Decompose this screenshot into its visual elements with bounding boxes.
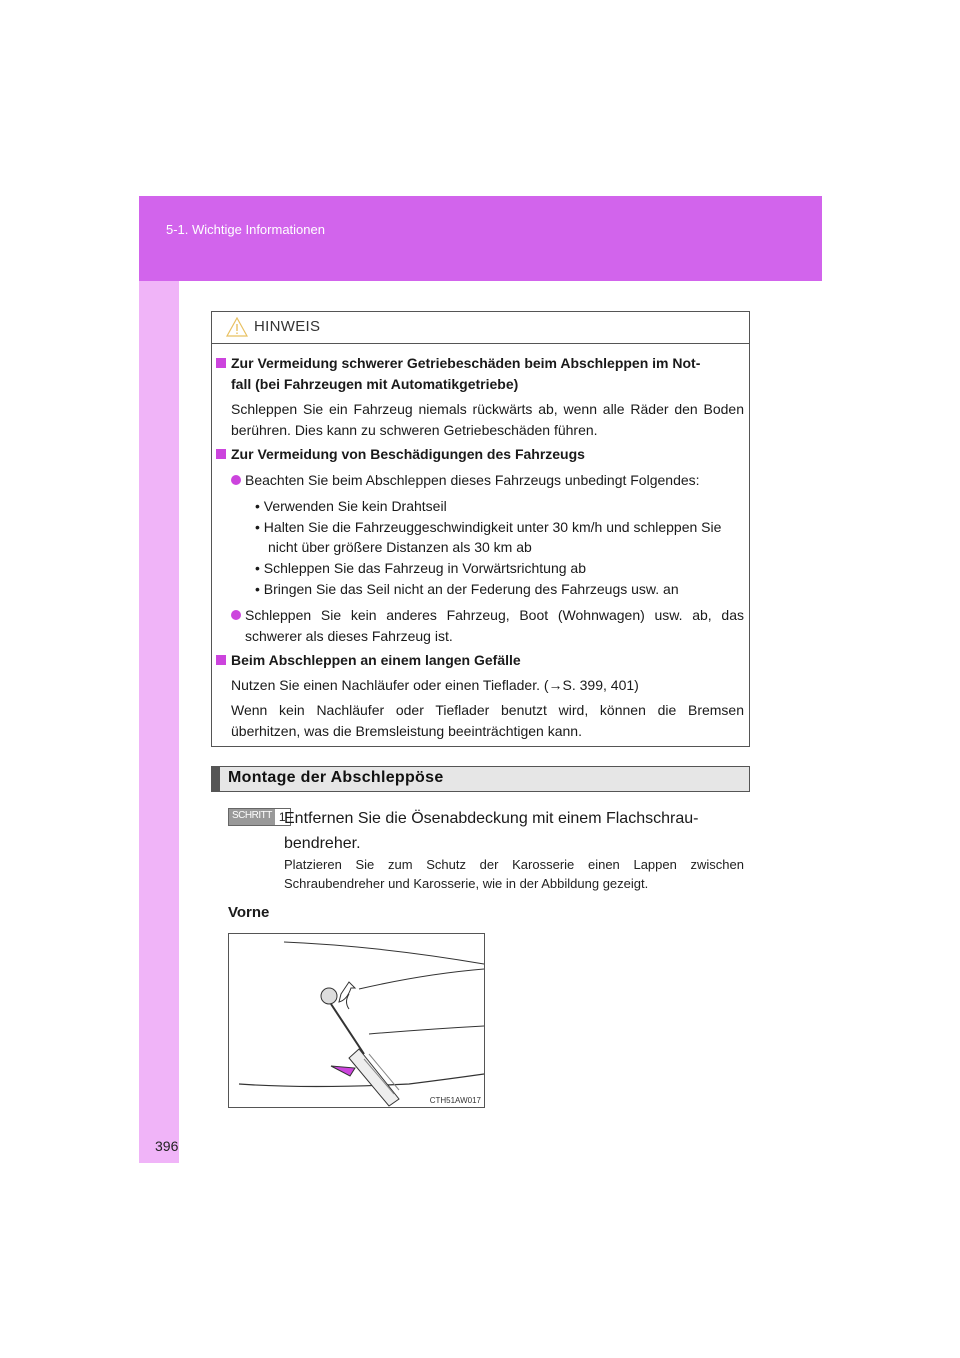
step-badge xyxy=(228,808,291,826)
square-bullet-icon xyxy=(216,655,226,665)
step-label: SCHRITT xyxy=(229,809,275,825)
notice-subitem: • Halten Sie die Fahrzeuggeschwindigkeit unter 30 km/h und schleppen Sie nicht über größere Distanzen als 30 km ab xyxy=(255,519,722,555)
side-strip xyxy=(139,281,179,1163)
section-title: Montage der Abschleppöse xyxy=(228,769,444,786)
notice-subitem: • Schleppen Sie das Fahrzeug in Vorwärtsrichtung ab xyxy=(255,560,586,576)
illustration-front xyxy=(228,933,485,1108)
notice-item-2-heading: Zur Vermeidung von Beschädigungen des Fahrzeugs xyxy=(216,444,744,465)
notice-item-1-heading: Zur Vermeidung schwerer Getriebeschäden beim Abschleppen im Not- fall (bei Fahrzeugen mit Automatikgetriebe) xyxy=(216,353,744,395)
notice-item-2-bullet-1: Beachten Sie beim Abschleppen dieses Fahrzeugs unbedingt Folgendes: xyxy=(231,470,744,491)
notice-item-3-heading: Beim Abschleppen an einem langen Gefälle xyxy=(216,650,744,671)
step-note: Platzieren Sie zum Schutz der Karosserie einen Lappen zwischen Schraubendreher und Karosserie, wie in der Abbildung gezeigt. xyxy=(284,857,744,891)
section-accent xyxy=(212,767,220,791)
notice-subitem: • Bringen Sie das Seil nicht an der Federung des Fahrzeugs usw. an xyxy=(255,581,679,597)
section-breadcrumb: 5-1. Wichtige Informationen xyxy=(166,222,325,237)
illustration-code: CTH51AW017 xyxy=(429,1096,481,1105)
step-number: 1 xyxy=(275,809,290,825)
notice-item-2-bullet-2: Schleppen Sie kein anderes Fahrzeug, Boot (Wohnwagen) usw. ab, das schwerer als dieses Fahrzeug ist. xyxy=(231,605,744,647)
notice-header xyxy=(212,312,749,344)
notice-item-1-text: Schleppen Sie ein Fahrzeug niemals rückwärts ab, wenn alle Räder den Boden berühren. Dies kann zu schweren Getriebeschäden führen. xyxy=(231,401,744,438)
screwdriver-illustration xyxy=(229,934,484,1107)
square-bullet-icon xyxy=(216,449,226,459)
section-heading-bar xyxy=(211,766,750,792)
header-band xyxy=(139,196,822,281)
subheading-front: Vorne xyxy=(228,904,270,921)
round-bullet-icon xyxy=(231,610,241,620)
notice-subitem: • Verwenden Sie kein Drahtseil xyxy=(255,498,447,514)
round-bullet-icon xyxy=(231,475,241,485)
notice-box xyxy=(211,311,750,747)
notice-item-3-text-1: Nutzen Sie einen Nachläufer oder einen Tieflader. (→S. 399, 401) xyxy=(231,677,639,693)
page-number: 396 xyxy=(155,1138,179,1154)
step-instruction: Entfernen Sie die Ösenabdeckung mit einem Flachschrau- bendreher. xyxy=(284,810,699,852)
square-bullet-icon xyxy=(216,358,226,368)
warning-icon xyxy=(226,317,248,337)
notice-item-3-text-2: Wenn kein Nachläufer oder Tieflader benutzt wird, können die Bremsen überhitzen, was die Bremsleistung beeinträchtigen kann. xyxy=(231,702,744,739)
notice-title: HINWEIS xyxy=(254,318,321,335)
